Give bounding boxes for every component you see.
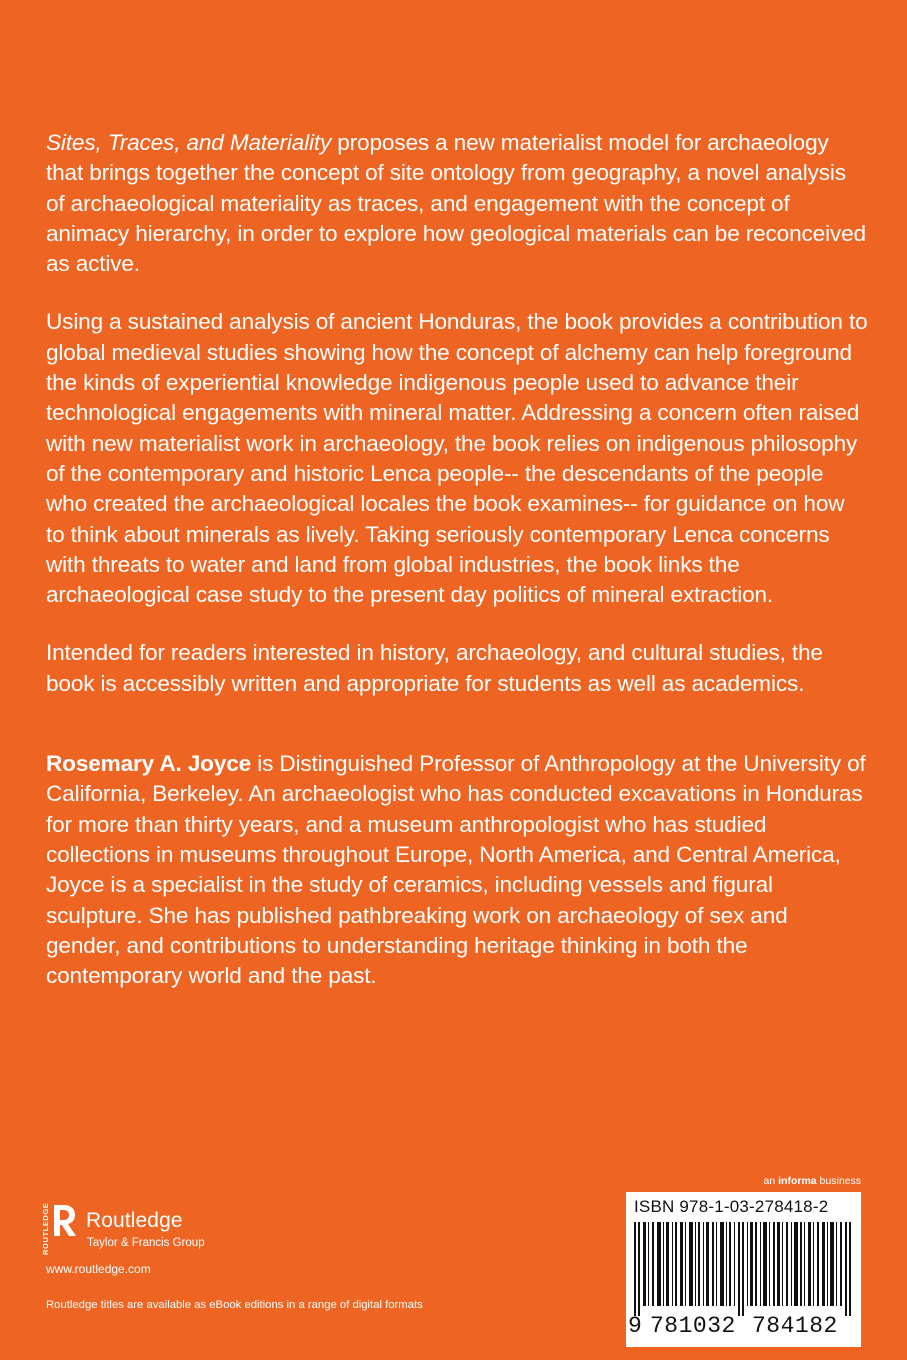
- routledge-r-logo-icon: [40, 1203, 78, 1257]
- author-bio: [46, 749, 868, 991]
- blurb-paragraph-1: [46, 128, 868, 279]
- author-name: Rosemary A. Joyce: [46, 751, 252, 777]
- back-cover-blurb: [46, 128, 868, 991]
- isbn-label: ISBN 978-1-03-278418-2: [634, 1197, 829, 1216]
- blurb-paragraph-1-text: proposes a new materialist model for archaeology that brings together the concept of site ontology from geography, a novel analysis of archaeological materiality as traces, and engagement with the concept of animacy hierarchy, in order to explore how geological materials can be reconceived as active.: [46, 130, 866, 277]
- book-title-italic: Sites, Traces, and Materiality: [46, 130, 332, 155]
- author-bio-text: is Distinguished Professor of Anthropology at the University of California, Berkeley. An archaeologist who has conducted excavations in Honduras for more than thirty years, and a museum anthropologist who has studied collections in museums throughout Europe, North America, and Central America, Joyce is a specialist in the study of ceramics, including vessels and figural sculpture. She has published pathbreaking work on archaeology of sex and gender, and contributions to understanding heritage thinking in both the contemporary world and the past.: [46, 751, 866, 989]
- ebook-availability-note: Routledge titles are available as eBook editions in a range of digital formats: [46, 1299, 423, 1311]
- blurb-paragraph-3: Intended for readers interested in history, archaeology, and cultural studies, the book is accessibly written and appropriate for students as well as academics.: [46, 640, 823, 696]
- publisher-logo: [40, 1203, 240, 1257]
- isbn-barcode-box: ISBN 978-1-03-278418-2 9 781032 784182: [626, 1192, 861, 1347]
- publisher-group: Taylor & Francis Group: [87, 1237, 205, 1249]
- publisher-name: Routledge: [86, 1209, 183, 1232]
- barcode-icon: [634, 1222, 853, 1316]
- publisher-url[interactable]: www.routledge.com: [46, 1262, 151, 1276]
- informa-business-tag: an informa business: [763, 1175, 861, 1187]
- svg-text:ROUTLEDGE: ROUTLEDGE: [41, 1203, 50, 1255]
- blurb-paragraph-2: Using a sustained analysis of ancient Honduras, the book provides a contribution to global medieval studies showing how the concept of alchemy can help foreground the kinds of experiential knowledge indigenous people used to advance their technological engagements with mineral matter. Addressing a concern often raised with new materialist work in archaeology, the book relies on indigenous philosophy of the contemporary and historic Lenca people-- the descendants of the people who created the archaeological locales the book examines-- for guidance on how to think about minerals as lively. Taking seriously contemporary Lenca concerns with threats to water and land from global industries, the book links the archaeological case study to the present day politics of mineral extraction.: [46, 309, 868, 608]
